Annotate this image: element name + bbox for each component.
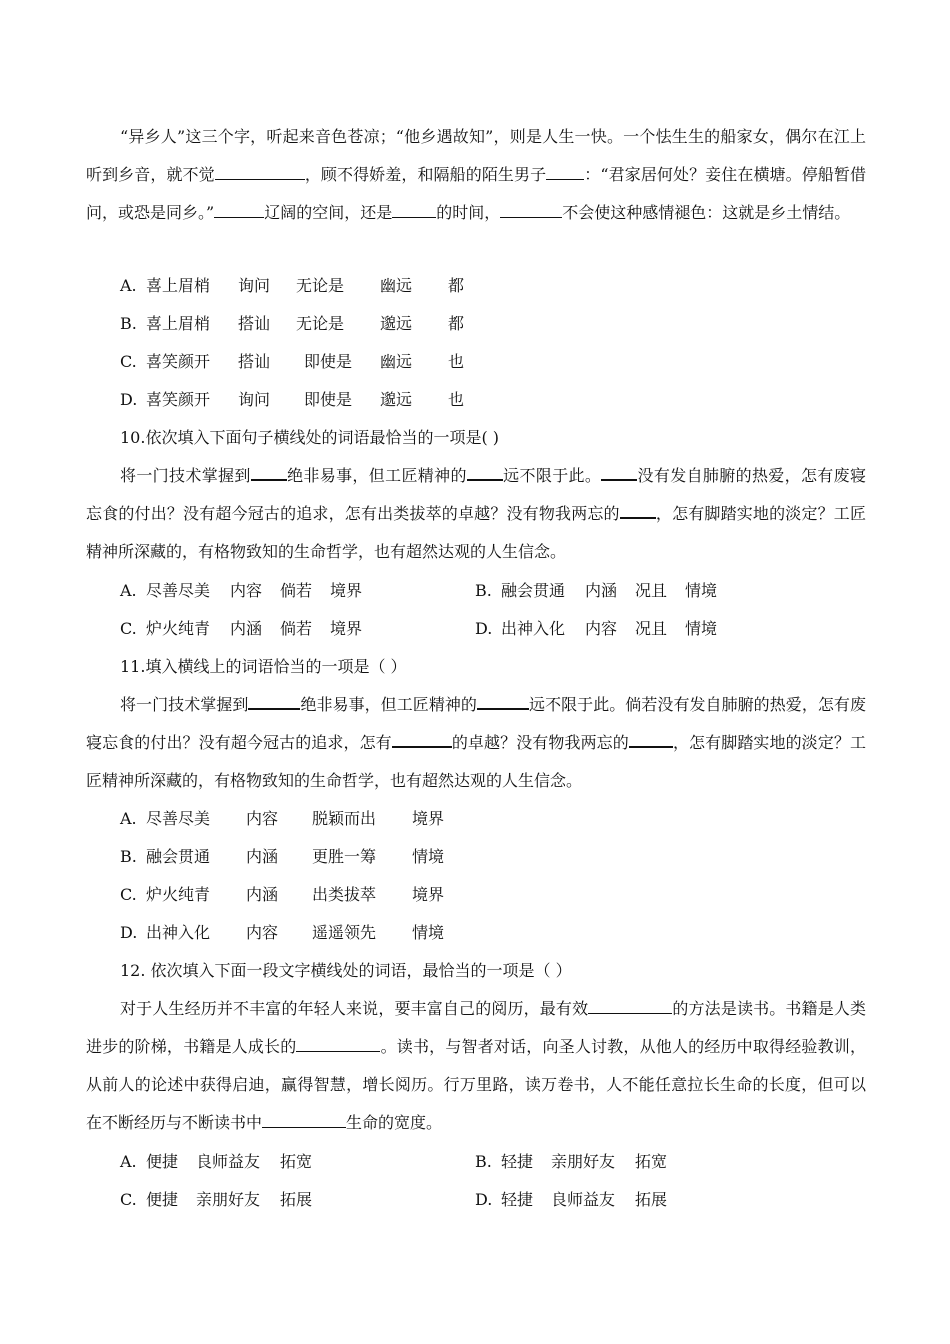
option-word: 况且 [635,581,668,600]
option-word: 也 [448,352,465,371]
option-word: 脱颖而出 [312,809,377,828]
option-word: 搭讪 [238,314,271,333]
option-word: 也 [448,390,465,409]
q11-passage [86,686,866,800]
q10-text-1: 将一门技术掌握到 [120,466,251,485]
q12-text-4: 生命的宽度。 [346,1113,443,1132]
option-word: 境界 [330,581,363,600]
q10-text-4: 没有发自肺腑的热爱，怎有废寝忘食的付出？没有超今冠古的追求，怎有出类拔萃的卓越？没有物我两忘的 [86,466,866,523]
option-word: 亲朋好友 [196,1190,261,1209]
option-label: A. [120,276,137,295]
option-label: C. [120,352,137,371]
option-word: 拓展 [280,1190,313,1209]
q10-passage [86,457,866,571]
blank [262,1110,346,1128]
option-word: 情境 [685,619,718,638]
option-word: 情境 [412,923,445,942]
option-word: 出神入化 [146,923,211,942]
blank [500,200,562,218]
option-word: 喜上眉梢 [146,276,211,295]
q9-option-a [120,274,464,298]
q9-text-5: 的时间， [436,203,501,222]
option-word: 拓宽 [635,1152,668,1171]
option-label: A. [120,581,137,600]
q11-option-a [120,807,444,831]
option-word: 询问 [238,390,271,409]
q11-text-3: 远不限于此。倘若没有发自肺腑的热爱，怎有废寝忘食的付出？没有超今冠古的追求，怎有 [86,695,866,752]
option-word: 便捷 [146,1152,179,1171]
q12-option-a [120,1150,312,1174]
q11-text-2: 绝非易事，但工匠精神的 [300,695,477,714]
option-word: 便捷 [146,1190,179,1209]
q11-option-b [120,845,444,869]
q12-text-3: 。读书，与智者对话，向圣人讨教，从他人的经历中取得经验教训，从前人的论述中获得启迪，赢得智慧，增长阅历。行万里路，读万卷书，人不能任意拉长生命的长度，但可以在不断经历与不断读书中 [86,1037,866,1132]
q12-passage [86,990,866,1142]
q12-text-2: 的方法是读书。书籍是人类进步的阶梯，书籍是人成长的 [86,999,866,1056]
option-word: 更胜一筹 [312,847,377,866]
option-word: 境界 [330,619,363,638]
blank [467,462,503,481]
option-word: 喜上眉梢 [146,314,211,333]
option-label: C. [120,885,137,904]
option-word: 内容 [585,619,618,638]
blank [296,1034,380,1052]
q12-option-c [120,1188,312,1212]
option-word: 都 [448,314,465,333]
blank [251,462,287,481]
option-word: 炉火纯青 [146,619,211,638]
q10-option-d [475,617,717,641]
q11-text-4: 的卓越？没有物我两忘的 [451,733,629,752]
q9-text-6: 不会使这种感情褪色：这就是乡土情结。 [562,203,851,222]
blank [215,162,305,180]
option-label: B. [475,581,492,600]
q10-option-a [120,579,362,603]
option-word: 境界 [412,809,445,828]
option-word: 融会贯通 [146,847,211,866]
option-word: 出神入化 [501,619,566,638]
blank [477,691,529,710]
blank [620,500,656,519]
option-word: 轻捷 [501,1190,534,1209]
option-word: 倘若 [280,581,313,600]
option-word: 即使是 [304,352,353,371]
option-word: 喜笑颜开 [146,352,211,371]
q11-text-5: ，怎有脚踏实地的淡定？工匠精神所深藏的，有格物致知的生命哲学，也有超然达观的人生信念。 [86,733,866,790]
q12-option-b [475,1150,667,1174]
q11-stem: 11.填入横线上的词语恰当的一项是（ ） [120,657,407,676]
blank [601,462,637,481]
blank [588,996,672,1014]
q9-option-d [120,388,464,412]
q12-stem: 12. 依次填入下面一段文字横线处的词语，最恰当的一项是（ ） [120,961,572,980]
option-word: 尽善尽美 [146,809,211,828]
q10-text-5: ，怎有脚踏实地的淡定？工匠精神所深藏的，有格物致知的生命哲学，也有超然达观的人生信念。 [86,504,866,561]
option-label: D. [120,390,138,409]
option-label: C. [120,1190,137,1209]
option-word: 遥遥领先 [312,923,377,942]
option-label: B. [475,1152,492,1171]
q12-option-d [475,1188,667,1212]
option-word: 倘若 [280,619,313,638]
q9-text-1: “异乡人”这三个字，听起来音色苍凉；“他乡遇故知”，则是人生一快。一个怯生生的船家女，偶尔在江上听到乡音，就不觉 [86,127,866,184]
option-word: 良师益友 [551,1190,616,1209]
option-word: 出类拔萃 [312,885,377,904]
option-word: 内容 [246,923,279,942]
option-word: 无论是 [296,276,345,295]
q10-stem: 10.依次填入下面句子横线处的词语最恰当的一项是( ) [120,428,500,447]
option-label: D. [120,923,138,942]
blank [629,729,673,748]
option-word: 内涵 [246,885,279,904]
option-label: B. [120,314,137,333]
q9-passage [86,118,866,232]
q9-text-4: 辽阔的空间，还是 [264,203,393,222]
option-word: 良师益友 [196,1152,261,1171]
option-word: 尽善尽美 [146,581,211,600]
q11-option-d [120,921,444,945]
option-label: B. [120,847,137,866]
blank [392,200,436,218]
q9-text-2: ，顾不得娇羞，和隔船的陌生男子 [304,165,547,184]
option-word: 幽远 [380,276,413,295]
option-label: A. [120,1152,137,1171]
q10-text-2: 绝非易事，但工匠精神的 [286,466,467,485]
option-word: 轻捷 [501,1152,534,1171]
blank [214,200,264,218]
option-word: 幽远 [380,352,413,371]
option-word: 拓展 [635,1190,668,1209]
option-word: 情境 [412,847,445,866]
q10-text-3: 远不限于此。 [502,466,602,485]
option-word: 况且 [635,619,668,638]
option-word: 炉火纯青 [146,885,211,904]
option-word: 内容 [230,581,263,600]
blank [392,729,452,748]
option-word: 邈远 [380,314,413,333]
option-word: 内容 [246,809,279,828]
option-label: A. [120,809,137,828]
option-word: 内涵 [246,847,279,866]
q9-text-3: ：“君家居何处？妾住在横塘。停船暂借问，或恐是同乡。” [86,165,866,222]
option-word: 内涵 [585,581,618,600]
option-word: 境界 [412,885,445,904]
blank [546,162,584,180]
option-word: 即使是 [304,390,353,409]
option-label: C. [120,619,137,638]
q9-option-b [120,312,464,336]
q11-option-c [120,883,444,907]
option-word: 情境 [685,581,718,600]
option-label: D. [475,619,493,638]
q10-option-b [475,579,717,603]
option-word: 亲朋好友 [551,1152,616,1171]
option-word: 内涵 [230,619,263,638]
q11-text-1: 将一门技术掌握到 [120,695,249,714]
option-word: 融会贯通 [501,581,566,600]
q10-option-c [120,617,362,641]
option-word: 都 [448,276,465,295]
option-word: 邈远 [380,390,413,409]
blank [248,691,300,710]
option-word: 搭讪 [238,352,271,371]
option-word: 拓宽 [280,1152,313,1171]
option-label: D. [475,1190,493,1209]
q9-option-c [120,350,464,374]
q12-text-1: 对于人生经历并不丰富的年轻人来说，要丰富自己的阅历，最有效 [120,999,589,1018]
option-word: 询问 [238,276,271,295]
option-word: 喜笑颜开 [146,390,211,409]
option-word: 无论是 [296,314,345,333]
